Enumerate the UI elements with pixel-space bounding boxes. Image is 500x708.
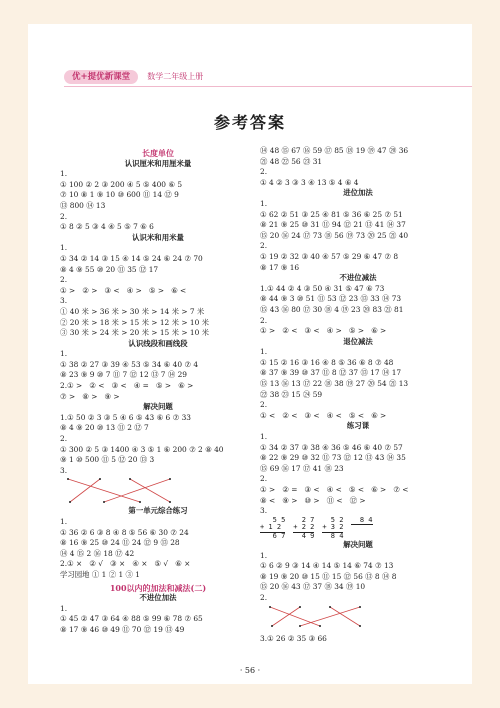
section-title: 练习课 <box>346 421 370 431</box>
answer-line: ㉑ 48 ㉒ 56 ㉓ 31 <box>260 156 323 166</box>
answer-line: 2.① > ② < ③ < ④ = ⑤ > ⑥ > <box>60 381 194 391</box>
answer-line: ① 15 ② 16 ③ 16 ④ 8 ⑤ 36 ⑥ 8 ⑦ 48 <box>260 357 394 367</box>
section-title: 认识米和用米量 <box>132 232 184 242</box>
answer-line: ⑬ 800 ⑭ 13 <box>60 200 106 210</box>
right-column <box>260 146 456 644</box>
unit-title: 100以内的加法和减法(二) <box>109 582 207 593</box>
answer-line: 1. <box>260 198 268 208</box>
answer-line: ① < ② < ③ < ④ < ⑤ < ⑥ > <box>260 410 387 420</box>
answer-line: ⑮ 69 ⑯ 17 ⑰ 41 ⑱ 23 <box>260 463 344 473</box>
section-title: 解决问题 <box>343 540 373 549</box>
answer-line: ① 36 ② 6 ③ 8 ④ 8 ⑤ 56 ⑥ 30 ⑦ 24 <box>60 527 189 537</box>
answer-line: 2. <box>260 315 268 325</box>
section-title: 第一单元综合练习 <box>128 506 188 516</box>
answer-line: ⑧ 17 ⑨ 46 ⑩ 49 ⑪ 70 ⑫ 19 ⑬ 49 <box>60 624 185 634</box>
answer-block <box>260 199 456 273</box>
answer-line: ⑦ > ⑧ > ⑨ > <box>60 391 120 401</box>
answer-line: 3. <box>60 296 68 306</box>
calc-row <box>351 524 372 525</box>
matching-lines-figure <box>60 476 180 506</box>
answer-line: ⑮ 13 ⑯ 13 ⑰ 22 ⑱ 38 ⑲ 27 ⑳ 54 ㉑ 13 <box>260 379 409 389</box>
answer-line: ⑧ 22 ⑨ 29 ⑩ 32 ⑪ 73 ⑫ 12 ⑬ 43 ⑭ 35 <box>260 453 406 463</box>
answer-line: ⑮ 20 ⑯ 43 ⑰ 37 ⑱ 34 ⑲ 10 <box>260 582 366 592</box>
answer-line: ⑧ 19 ⑨ 20 ⑩ 15 ⑪ 15 ⑫ 56 ⑬ 8 ⑭ 8 <box>260 571 397 581</box>
answer-line: 2. <box>260 167 268 177</box>
answer-line: ① 100 ② 2 ③ 200 ④ 5 ⑤ 400 ⑥ 5 <box>60 179 183 189</box>
answer-line: ① > ② < ③ < ④ > ⑤ > ⑥ > <box>260 326 387 336</box>
answer-line: ㉒ 38 ㉓ 15 ㉔ 59 <box>260 389 323 399</box>
answer-line: ① > ② > ③ < ④ > ⑤ > ⑥ < <box>60 285 187 295</box>
section-title: 不进位加法 <box>139 593 177 603</box>
answer-line: ① 62 ② 51 ③ 25 ④ 81 ⑤ 36 ⑥ 25 ⑦ 51 <box>260 209 403 219</box>
vertical-calculations <box>260 517 456 540</box>
section-title: 认识厘米和用厘米量 <box>124 158 192 168</box>
page-number: · 56 · <box>239 666 261 675</box>
answer-line: ⑦ 10 ⑧ 1 ⑨ 10 ⑩ 600 ⑪ 14 ⑫ 9 <box>60 190 179 200</box>
vertical-calculation <box>351 517 372 525</box>
answer-block <box>260 284 456 337</box>
calc-row: 8 4 <box>322 531 344 540</box>
series-brand: 优+提优新课堂 <box>64 70 138 84</box>
answer-block <box>260 347 456 421</box>
calc-row: 2 7 <box>293 515 315 524</box>
answer-line: 1. <box>260 347 268 357</box>
calc-row: 6 7 <box>260 531 286 540</box>
answer-line: 1.① 44 ② 4 ③ 50 ④ 31 ⑤ 47 ⑥ 73 <box>260 283 385 293</box>
answer-line: ⑧ 17 ⑨ 16 <box>260 262 300 272</box>
section-title: 解决问题 <box>143 402 173 412</box>
answer-line: ③ 30 米 > 24 米 > 20 米 > 15 米 > 10 米 <box>60 328 210 338</box>
calc-row: 5 2 <box>322 515 344 524</box>
subject-label: 数学二年级上册 <box>147 72 204 81</box>
answer-line: ① 34 ② 14 ③ 15 ④ 14 ⑤ 24 ⑥ 24 ⑦ 70 <box>60 253 203 263</box>
vertical-calculation <box>322 517 343 540</box>
answer-line: 3. <box>260 506 268 516</box>
answer-line: 1. <box>260 432 268 442</box>
answer-line: ⑮ 20 ⑯ 24 ⑰ 73 ⑱ 56 ⑲ 73 ⑳ 25 ㉑ 40 <box>260 230 409 240</box>
answer-line: ① 8 ② 5 ③ 4 ④ 5 ⑤ 7 ⑥ 6 <box>60 222 154 232</box>
answer-line: ① 6 ② 9 ③ 14 ④ 14 ⑤ 14 ⑥ 74 ⑦ 13 <box>260 561 394 571</box>
section-title: 不进位减法 <box>339 273 377 283</box>
vertical-calculation <box>293 517 314 540</box>
answer-line: ⑧ 44 ⑨ 3 ⑩ 51 ⑪ 53 ⑫ 23 ⑬ 33 ⑭ 73 <box>260 294 402 304</box>
answer-line: ① 300 ② 5 ③ 1400 ④ 3 ⑤ 1 ⑥ 200 ⑦ 2 ⑧ 40 <box>60 444 224 454</box>
answer-line: 学习园地 ① 1 ② 1 ③ 1 <box>60 569 140 579</box>
answer-line: 2. <box>260 474 268 484</box>
answer-line: 2. <box>260 592 268 602</box>
answer-line: ⑧ 37 ⑨ 39 ⑩ 37 ⑪ 8 ⑫ 37 ⑬ 17 ⑭ 17 <box>260 368 402 378</box>
answer-line: 2. <box>260 400 268 410</box>
answer-line: 2. <box>60 211 68 221</box>
answer-block <box>60 413 256 477</box>
calc-row: 5 5 <box>260 515 286 524</box>
answer-block <box>60 169 256 233</box>
answer-line: ① > ② = ③ < ④ < ⑤ < ⑥ > ⑦ < <box>260 485 409 494</box>
section-title: 认识线段和画线段 <box>128 338 188 348</box>
answer-line: ① 45 ② 47 ③ 64 ④ 88 ⑤ 99 ⑥ 78 ⑦ 65 <box>60 614 203 624</box>
answer-line: ① 4 ② 3 ③ 3 ④ 13 ⑤ 4 ⑥ 4 <box>260 177 359 187</box>
section-title: 进位加法 <box>343 188 373 198</box>
answer-line: 2. <box>60 275 68 285</box>
calc-row: + 3 2 <box>322 523 344 532</box>
left-column <box>60 146 256 636</box>
answer-block <box>260 432 456 517</box>
answer-page <box>28 24 472 684</box>
answer-block <box>260 146 456 188</box>
answer-block <box>60 243 256 338</box>
answer-line: ⑧ 23 ⑨ 9 ⑩ 7 ⑪ 7 ⑫ 12 ⑬ 7 ⑭ 29 <box>60 370 188 380</box>
answer-block <box>260 551 456 604</box>
vertical-calculation <box>260 517 285 540</box>
answer-line: 3.① 26 ② 35 ③ 66 <box>260 633 327 643</box>
answer-line: 1. <box>60 243 68 253</box>
unit-title: 长度单位 <box>142 148 174 158</box>
answer-line: 1. <box>260 550 268 560</box>
answer-line: ⑨ 1 ⑩ 500 ⑪ 5 ⑫ 20 ⑬ 3 <box>60 455 155 465</box>
calc-row: + 1 2 <box>260 523 282 532</box>
calc-row: 8 4 <box>351 515 373 524</box>
answer-line: ⑭ 48 ⑮ 67 ⑯ 59 ⑰ 85 ⑱ 19 ⑲ 47 ⑳ 36 <box>260 146 409 155</box>
answer-line: ⑮ 43 ⑯ 80 ⑰ 30 ⑱ 4 ⑲ 23 ⑳ 83 ㉑ 81 <box>260 304 404 314</box>
answer-line: ⑧ < ⑨ > ⑩ > ⑪ < ⑫ > <box>260 495 366 505</box>
calc-row: + 2 2 <box>293 523 315 532</box>
answer-line: 1.① 50 ② 3 ③ 5 ④ 6 ⑤ 43 ⑥ 6 ⑦ 33 <box>60 412 191 422</box>
answer-line: 2.① × ② √ ③ × ④ × ⑤ √ ⑥ × <box>60 559 191 569</box>
answer-line: 1. <box>60 517 68 526</box>
answer-block <box>60 604 256 636</box>
header-divider <box>64 86 472 87</box>
matching-lines-figure <box>260 604 380 634</box>
page-title: 参考答案 <box>213 113 286 132</box>
answer-line: 2. <box>260 241 268 251</box>
answer-line: ① 38 ② 27 ③ 39 ④ 53 ⑤ 34 ⑥ 40 ⑦ 4 <box>60 359 199 369</box>
answer-block <box>60 349 256 402</box>
answer-line: ① 40 米 > 36 米 > 30 米 > 14 米 > 7 米 <box>60 306 205 316</box>
answer-line: 2. <box>60 434 68 444</box>
answer-line: 1. <box>60 169 68 179</box>
section-title: 退位减法 <box>343 336 373 346</box>
answer-line: 1. <box>60 603 68 613</box>
answer-line: ① 19 ② 32 ③ 40 ④ 57 ⑤ 29 ⑥ 47 ⑦ 8 <box>260 251 399 261</box>
answer-line: 1. <box>60 349 68 359</box>
answer-line: ② 20 米 > 18 米 > 15 米 > 12 米 > 10 米 <box>60 317 210 327</box>
answer-line: ⑧ 4 ⑨ 20 ⑩ 13 ⑪ 2 ⑫ 7 <box>60 423 149 433</box>
answer-block <box>60 517 256 581</box>
answer-line: ⑧ 21 ⑨ 25 ⑩ 31 ⑪ 94 ⑫ 21 ⑬ 41 ⑭ 37 <box>260 220 406 230</box>
answer-line: ⑭ 4 ⑮ 2 ⑯ 18 ⑰ 42 <box>60 548 135 558</box>
calc-row: 4 9 <box>293 531 315 540</box>
answer-line: ⑧ 4 ⑨ 55 ⑩ 20 ⑪ 35 ⑫ 17 <box>60 264 159 274</box>
page-header <box>64 64 203 84</box>
answer-line: ① 34 ② 37 ③ 38 ④ 36 ⑤ 46 ⑥ 40 ⑦ 57 <box>260 442 403 452</box>
answer-line: 3. <box>60 465 68 475</box>
answer-line: ⑧ 16 ⑨ 25 ⑩ 24 ⑪ 24 ⑫ 9 ⑬ 28 <box>60 538 180 548</box>
